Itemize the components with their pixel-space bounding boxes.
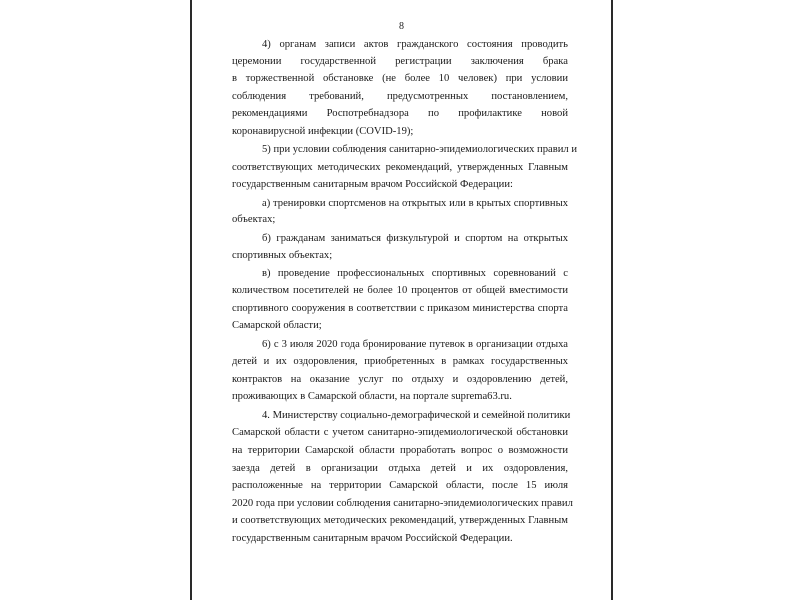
text-line: в торжественной обстановке (не более 10 человек) при условии — [232, 73, 568, 84]
text-line: проживающих в Самарской области, на портале suprema63.ru. — [232, 391, 512, 402]
text-line: 6) с 3 июля 2020 года бронирование путевок в организации отдыха — [262, 339, 568, 350]
text-line: контрактов на оказание услуг по отдыху и оздоровлению детей, — [232, 374, 568, 385]
text-line: государственным санитарным врачом Российской Федерации: — [232, 179, 513, 190]
text-line: соответствующих методических рекомендаций, утвержденных Главным — [232, 162, 568, 173]
text-line: коронавирусной инфекции (COVID-19); — [232, 126, 414, 137]
page-right-edge — [611, 0, 613, 600]
text-line: 4) органам записи актов гражданского состояния проводить — [262, 39, 568, 50]
text-line: церемонии государственной регистрации заключения брака — [232, 56, 568, 67]
text-line: заезда детей в организации отдыха детей и их оздоровления, — [232, 463, 568, 474]
text-line: Самарской области с учетом санитарно-эпидемиологической обстановки — [232, 427, 568, 438]
text-line: рекомендациями Роспотребнадзора по профилактике новой — [232, 108, 568, 119]
text-line: количеством посетителей не более 10 процентов от общей вместимости — [232, 285, 568, 296]
document-page — [192, 0, 611, 600]
text-line: и соответствующих методических рекомендаций, утвержденных Главным — [232, 515, 568, 526]
text-line: 2020 года при условии соблюдения санитарно-эпидемиологических правил — [232, 498, 573, 509]
text-line: спортивных объектах; — [232, 250, 333, 261]
text-line: государственным санитарным врачом Российской Федерации. — [232, 533, 513, 544]
text-line: в) проведение профессиональных спортивных соревнований с — [262, 268, 568, 279]
text-line: Самарской области; — [232, 320, 322, 331]
text-line: 4. Министерству социально-демографической и семейной политики — [262, 410, 571, 421]
text-line: расположенные на территории Самарской области, после 15 июля — [232, 480, 568, 491]
text-line: детей и их оздоровления, приобретенных в рамках государственных — [232, 356, 568, 367]
text-line: спортивного сооружения в соответствии с приказом министерства спорта — [232, 303, 568, 314]
text-line: на территории Самарской области проработать вопрос о возможности — [232, 445, 568, 456]
text-line: б) гражданам заниматься физкультурой и спортом на открытых — [262, 233, 568, 244]
text-line: соблюдения требований, предусмотренных постановлением, — [232, 91, 568, 102]
text-line: а) тренировки спортсменов на открытых или в крытых спортивных — [262, 198, 568, 209]
text-line: объектах; — [232, 214, 276, 225]
text-line: 5) при условии соблюдения санитарно-эпидемиологических правил и — [262, 144, 577, 155]
page-number: 8 — [399, 21, 404, 32]
